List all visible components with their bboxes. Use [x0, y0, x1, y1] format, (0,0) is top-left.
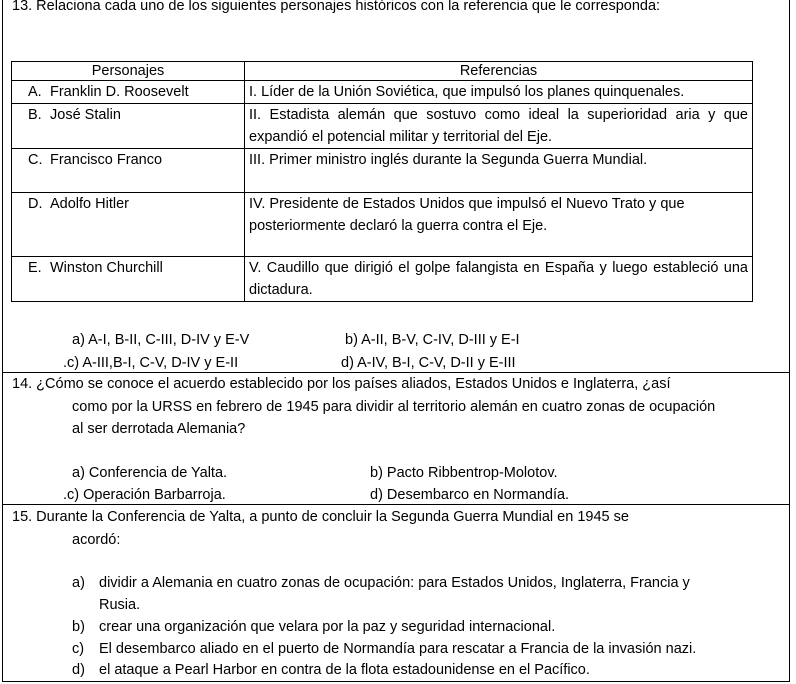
q15-option-c-text[interactable]: El desembarco aliado en el puerto de Normandía para rescatar a Francia de la invasión nazi. — [99, 641, 697, 657]
q14-option-c[interactable]: .c) Operación Barbarroja. — [63, 487, 226, 503]
table-header-row — [12, 62, 753, 81]
q14-line-3: al ser derrotada Alemania? — [72, 421, 246, 437]
q15-option-c-label[interactable]: c) — [72, 641, 85, 657]
q13-option-d[interactable]: d) A-IV, B-I, C-V, D-II y E-III — [341, 355, 516, 371]
personaje-cell: A. Franklin D. Roosevelt — [12, 81, 245, 104]
table-row — [12, 193, 753, 257]
table-row — [12, 257, 753, 302]
q13-prompt: 13. Relaciona cada uno de los siguientes personajes históricos con la referencia que le corresponda: — [12, 0, 661, 14]
referencia-cell: I. Líder de la Unión Soviética, que impulsó los planes quinquenales. — [245, 81, 753, 104]
q15-option-a-text-1[interactable]: dividir a Alemania en cuatro zonas de ocupación: para Estados Unidos, Inglaterra, Francia y — [99, 575, 690, 591]
referencia-cell: IV. Presidente de Estados Unidos que impulsó el Nuevo Trato y que posteriormente declaró la guerra contra el Eje. — [245, 193, 753, 257]
personaje-cell: C. Francisco Franco — [12, 149, 245, 193]
header-referencias: Referencias — [245, 62, 753, 81]
table-row — [12, 104, 753, 149]
q15-option-a-text-2[interactable]: Rusia. — [99, 597, 141, 613]
referencia-cell: II. Estadista alemán que sostuvo como ideal la superioridad aria y que expandió el potencial militar y territorial del Eje. — [245, 104, 753, 149]
divider — [2, 504, 790, 505]
personaje-cell: D. Adolfo Hitler — [12, 193, 245, 257]
referencia-cell: V. Caudillo que dirigió el golpe falangista en España y luego estableció una dictadura. — [245, 257, 753, 302]
q15-option-d-label[interactable]: d) — [72, 662, 85, 678]
q15-line-2: acordó: — [72, 532, 121, 548]
table-row — [12, 81, 753, 104]
q15-option-b-label[interactable]: b) — [72, 619, 85, 635]
q15-option-b-text[interactable]: crear una organización que velara por la paz y seguridad internacional. — [99, 619, 556, 635]
q14-line-1: 14. ¿Cómo se conoce el acuerdo establecido por los países aliados, Estados Unidos e Inglaterra, ¿así — [12, 376, 671, 392]
matching-table — [11, 61, 753, 302]
q13-option-a[interactable]: a) A-I, B-II, C-III, D-IV y E-V — [72, 332, 250, 348]
q13-option-c[interactable]: .c) A-III,B-I, C-V, D-IV y E-II — [63, 355, 239, 371]
table-row — [12, 149, 753, 193]
divider — [2, 372, 790, 373]
q13-option-b[interactable]: b) A-II, B-V, C-IV, D-III y E-I — [345, 332, 520, 348]
q14-option-a[interactable]: a) Conferencia de Yalta. — [72, 465, 228, 481]
q15-option-d-text[interactable]: el ataque a Pearl Harbor en contra de la flota estadounidense en el Pacífico. — [99, 662, 590, 678]
referencia-cell: III. Primer ministro inglés durante la Segunda Guerra Mundial. — [245, 149, 753, 193]
personaje-cell: B. José Stalin — [12, 104, 245, 149]
q15-line-1: 15. Durante la Conferencia de Yalta, a punto de concluir la Segunda Guerra Mundial en 1945 se — [12, 509, 629, 525]
q14-option-d[interactable]: d) Desembarco en Normandía. — [370, 487, 570, 503]
q15-option-a-label[interactable]: a) — [72, 575, 85, 591]
q14-line-2: como por la URSS en febrero de 1945 para dividir al territorio alemán en cuatro zonas de ocupación — [72, 399, 716, 415]
personaje-cell: E. Winston Churchill — [12, 257, 245, 302]
q14-option-b[interactable]: b) Pacto Ribbentrop-Molotov. — [370, 465, 558, 481]
header-personajes: Personajes — [12, 62, 245, 81]
